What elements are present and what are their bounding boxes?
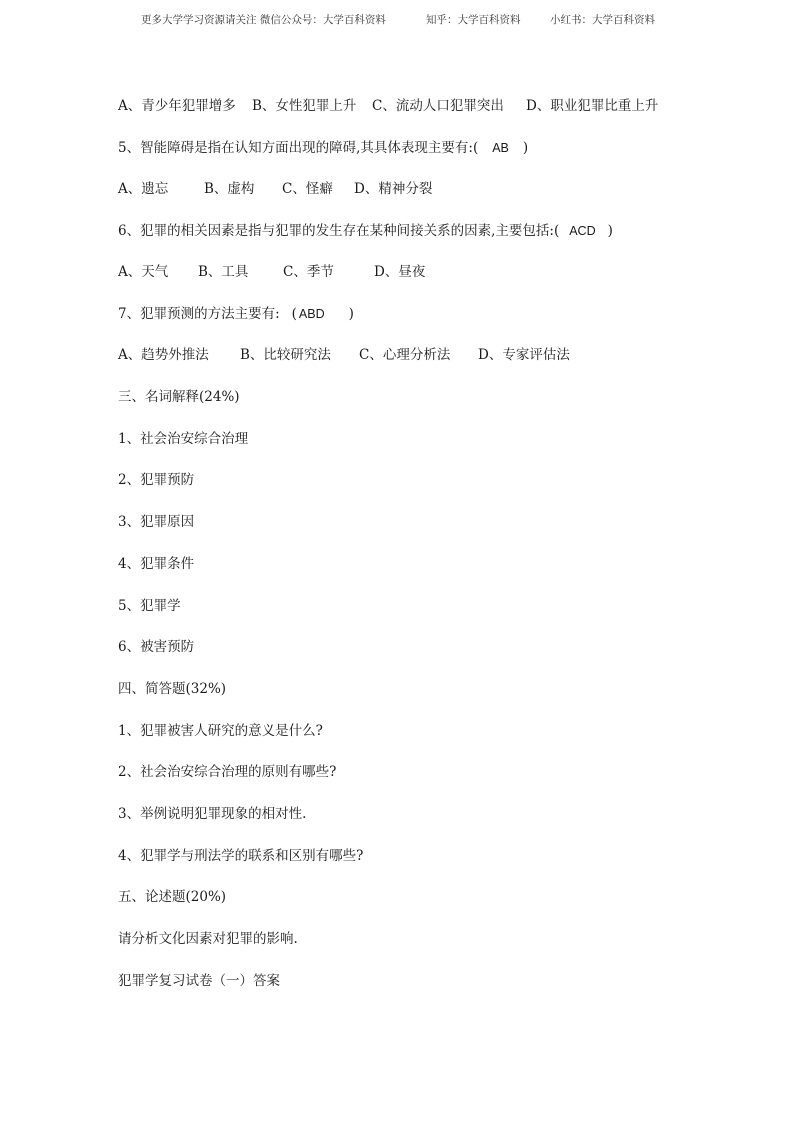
term-item: 1、社会治安综合治理 [118, 431, 249, 447]
answer-open-paren: ( [472, 140, 479, 156]
answer-value: AB [492, 141, 509, 155]
short-answer-item: 2、社会治安综合治理的原则有哪些? [118, 764, 337, 780]
option-b: B、比较研究法 [240, 347, 331, 363]
answer-close-paren: ) [607, 223, 613, 239]
option-d: D、专家评估法 [478, 347, 570, 363]
option-d: D、精神分裂 [354, 181, 433, 197]
question-7 [118, 305, 354, 323]
option-c: C、季节 [283, 264, 334, 280]
short-answer-item: 1、犯罪被害人研究的意义是什么? [118, 723, 323, 739]
answer-value: ABD [298, 307, 325, 321]
section-4-title: 四、简答题(32%) [118, 681, 227, 697]
short-answer-item: 3、举例说明犯罪现象的相对性. [118, 806, 307, 822]
option-d: D、职业犯罪比重上升 [526, 98, 659, 114]
option-b: B、工具 [198, 264, 249, 280]
header-zhihu-text: 知乎：大学百科资料 [426, 14, 521, 26]
term-item: 2、犯罪预防 [118, 472, 195, 488]
question-6 [118, 222, 613, 240]
option-b: B、女性犯罪上升 [252, 98, 357, 114]
option-a: A、趋势外推法 [118, 347, 209, 363]
page-header [0, 12, 793, 30]
section-3-title: 三、名词解释(24%) [118, 389, 240, 405]
term-item: 5、犯罪学 [118, 598, 181, 614]
option-c: C、怪癖 [282, 181, 333, 197]
option-d: D、昼夜 [374, 264, 426, 280]
option-a: A、天气 [118, 264, 169, 280]
option-c: C、流动人口犯罪突出 [372, 98, 504, 114]
term-item: 4、犯罪条件 [118, 556, 195, 572]
answer-close-paren: ) [348, 306, 354, 322]
option-b: B、虚构 [204, 181, 255, 197]
question-5 [118, 139, 528, 157]
question-stem: 5、智能障碍是指在认知方面出现的障碍,其具体表现主要有: [118, 140, 473, 156]
header-xiaohongshu-text: 小红书：大学百科资料 [550, 14, 655, 26]
answers-heading: 犯罪学复习试卷（一）答案 [118, 973, 280, 989]
term-item: 3、犯罪原因 [118, 514, 195, 530]
short-answer-item: 4、犯罪学与刑法学的联系和区别有哪些? [118, 848, 364, 864]
answer-open-paren: ( [291, 306, 297, 322]
header-wechat-text: 更多大学学习资源请关注 微信公众号：大学百科资料 [141, 14, 386, 26]
term-item: 6、被害预防 [118, 639, 195, 655]
question-stem: 7、犯罪预测的方法主要有: [118, 306, 280, 322]
answer-open-paren: ( [553, 223, 560, 239]
option-a: A、青少年犯罪增多 [118, 98, 236, 114]
option-c: C、心理分析法 [359, 347, 451, 363]
question-stem: 6、犯罪的相关因素是指与犯罪的发生存在某种间接关系的因素,主要包括: [118, 223, 554, 239]
section-5-title: 五、论述题(20%) [118, 889, 227, 905]
answer-close-paren: ) [522, 140, 529, 156]
essay-prompt: 请分析文化因素对犯罪的影响. [118, 931, 298, 947]
answer-value: ACD [569, 224, 596, 238]
option-a: A、遗忘 [118, 181, 169, 197]
